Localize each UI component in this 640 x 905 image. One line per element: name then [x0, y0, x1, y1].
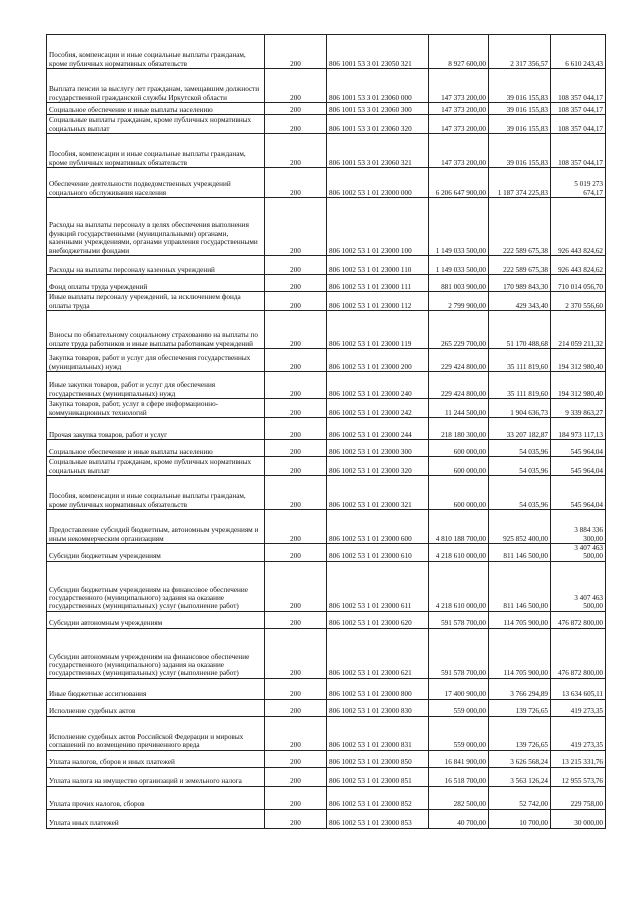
- table-row: [47, 678, 606, 699]
- row-unexecuted-amount: 13 634 605,11: [551, 678, 606, 699]
- row-approved-amount: 16 518 700,00: [429, 767, 489, 786]
- row-line-code: 200: [265, 168, 327, 198]
- row-budget-classification-code: 806 1002 53 1 01 23000 620: [327, 611, 429, 628]
- table-row: [47, 457, 606, 476]
- row-executed-amount: 54 035,96: [489, 457, 551, 476]
- table-row: [47, 372, 606, 399]
- row-name: Закупка товаров, работ, услуг в сфере информационно-коммуникационных технологий: [47, 399, 265, 418]
- row-executed-amount: 35 111 819,60: [489, 372, 551, 399]
- row-line-code: 200: [265, 198, 327, 256]
- row-budget-classification-code: 806 1001 53 3 01 23060 320: [327, 115, 429, 134]
- row-line-code: 200: [265, 134, 327, 168]
- row-line-code: 200: [265, 786, 327, 809]
- row-unexecuted-amount: 6 610 243,43: [551, 35, 606, 69]
- row-name: Социальные выплаты гражданам, кроме публичных нормативных социальных выплат: [47, 115, 265, 134]
- row-name: Пособия, компенсации и иные социальные выплаты гражданам, кроме публичных нормативных обязательств: [47, 476, 265, 510]
- row-approved-amount: 600 000,00: [429, 457, 489, 476]
- row-executed-amount: 35 111 819,60: [489, 349, 551, 372]
- table-row: [47, 750, 606, 767]
- row-unexecuted-amount: 3 407 463 500,00: [551, 544, 606, 562]
- row-budget-classification-code: 806 1002 53 1 01 23000 000: [327, 168, 429, 198]
- row-unexecuted-amount: 545 964,04: [551, 440, 606, 457]
- row-approved-amount: 600 000,00: [429, 476, 489, 510]
- row-budget-classification-code: 806 1002 53 1 01 23000 852: [327, 786, 429, 809]
- row-line-code: 200: [265, 544, 327, 562]
- row-approved-amount: 147 373 200,00: [429, 69, 489, 103]
- row-budget-classification-code: 806 1002 53 1 01 23000 242: [327, 399, 429, 418]
- row-budget-classification-code: 806 1002 53 1 01 23000 321: [327, 476, 429, 510]
- row-line-code: 200: [265, 628, 327, 678]
- row-executed-amount: 222 589 675,38: [489, 198, 551, 256]
- row-approved-amount: 17 400 900,00: [429, 678, 489, 699]
- row-executed-amount: 222 589 675,38: [489, 256, 551, 275]
- row-line-code: 200: [265, 440, 327, 457]
- table-row: [47, 476, 606, 510]
- row-executed-amount: 3 626 568,24: [489, 750, 551, 767]
- row-line-code: 200: [265, 35, 327, 69]
- table-row: [47, 134, 606, 168]
- table-row: [47, 115, 606, 134]
- row-executed-amount: 39 016 155,83: [489, 69, 551, 103]
- row-executed-amount: 52 742,00: [489, 786, 551, 809]
- row-name: Субсидии бюджетным учреждениям на финансовое обеспечение государственного (муниципального) задания на оказание государственных (муниципальных) услуг (выполнение работ): [47, 561, 265, 611]
- row-executed-amount: 1 187 374 225,83: [489, 168, 551, 198]
- row-unexecuted-amount: 926 443 824,62: [551, 198, 606, 256]
- row-budget-classification-code: 806 1002 53 1 01 23000 830: [327, 699, 429, 716]
- row-executed-amount: 39 016 155,83: [489, 134, 551, 168]
- row-line-code: 200: [265, 311, 327, 349]
- row-line-code: 200: [265, 767, 327, 786]
- row-line-code: 200: [265, 275, 327, 292]
- table-row: [47, 440, 606, 457]
- row-line-code: 200: [265, 115, 327, 134]
- row-line-code: 200: [265, 418, 327, 440]
- row-budget-classification-code: 806 1002 53 1 01 23000 621: [327, 628, 429, 678]
- row-executed-amount: 811 146 500,00: [489, 561, 551, 611]
- row-approved-amount: 559 000,00: [429, 716, 489, 750]
- table-row: [47, 399, 606, 418]
- row-executed-amount: 3 563 126,24: [489, 767, 551, 786]
- row-line-code: 200: [265, 292, 327, 311]
- row-name: Субсидии автономным учреждениям: [47, 611, 265, 628]
- row-unexecuted-amount: 12 955 573,76: [551, 767, 606, 786]
- row-approved-amount: 8 927 600,00: [429, 35, 489, 69]
- row-name: Уплата прочих налогов, сборов: [47, 786, 265, 809]
- table-row: [47, 69, 606, 103]
- row-budget-classification-code: 806 1002 53 1 01 23000 850: [327, 750, 429, 767]
- row-approved-amount: 40 700,00: [429, 809, 489, 828]
- row-line-code: 200: [265, 561, 327, 611]
- row-name: Уплата налога на имущество организаций и земельного налога: [47, 767, 265, 786]
- row-budget-classification-code: 806 1001 53 3 01 23060 000: [327, 69, 429, 103]
- table-row: [47, 256, 606, 275]
- row-line-code: 200: [265, 457, 327, 476]
- row-unexecuted-amount: 194 312 980,40: [551, 349, 606, 372]
- row-name: Закупка товаров, работ и услуг для обеспечения государственных (муниципальных) нужд: [47, 349, 265, 372]
- row-budget-classification-code: 806 1002 53 1 01 23000 320: [327, 457, 429, 476]
- table-row: [47, 292, 606, 311]
- row-budget-classification-code: 806 1002 53 1 01 23000 300: [327, 440, 429, 457]
- row-approved-amount: 147 373 200,00: [429, 134, 489, 168]
- row-name: Взносы по обязательному социальному страхованию на выплаты по оплате труда работников и иные выплаты работникам учреждений: [47, 311, 265, 349]
- row-budget-classification-code: 806 1001 53 3 01 23050 321: [327, 35, 429, 69]
- row-line-code: 200: [265, 349, 327, 372]
- row-executed-amount: 39 016 155,83: [489, 103, 551, 115]
- row-unexecuted-amount: 545 964,04: [551, 457, 606, 476]
- table-row: [47, 809, 606, 828]
- row-approved-amount: 147 373 200,00: [429, 115, 489, 134]
- row-name: Прочая закупка товаров, работ и услуг: [47, 418, 265, 440]
- row-approved-amount: 881 003 900,00: [429, 275, 489, 292]
- row-unexecuted-amount: 5 019 273 674,17: [551, 168, 606, 198]
- row-unexecuted-amount: 926 443 824,62: [551, 256, 606, 275]
- row-unexecuted-amount: 9 339 863,27: [551, 399, 606, 418]
- table-row: [47, 311, 606, 349]
- row-unexecuted-amount: 30 000,00: [551, 809, 606, 828]
- row-executed-amount: 114 705 900,00: [489, 611, 551, 628]
- row-unexecuted-amount: 108 357 044,17: [551, 134, 606, 168]
- row-approved-amount: 559 000,00: [429, 699, 489, 716]
- row-name: Уплата иных платежей: [47, 809, 265, 828]
- table-row: [47, 275, 606, 292]
- row-approved-amount: 16 841 900,00: [429, 750, 489, 767]
- row-name: Исполнение судебных актов: [47, 699, 265, 716]
- row-budget-classification-code: 806 1002 53 1 01 23000 831: [327, 716, 429, 750]
- row-approved-amount: 147 373 200,00: [429, 103, 489, 115]
- row-approved-amount: 4 810 188 700,00: [429, 510, 489, 544]
- row-line-code: 200: [265, 372, 327, 399]
- row-unexecuted-amount: 2 370 556,60: [551, 292, 606, 311]
- row-name: Субсидии бюджетным учреждениям: [47, 544, 265, 562]
- row-line-code: 200: [265, 716, 327, 750]
- row-budget-classification-code: 806 1001 53 3 01 23060 321: [327, 134, 429, 168]
- row-name: Исполнение судебных актов Российской Федерации и мировых соглашений по возмещению причиненного вреда: [47, 716, 265, 750]
- row-line-code: 200: [265, 750, 327, 767]
- table-row: [47, 699, 606, 716]
- row-approved-amount: 282 500,00: [429, 786, 489, 809]
- table-row: [47, 628, 606, 678]
- row-approved-amount: 600 000,00: [429, 440, 489, 457]
- row-budget-classification-code: 806 1002 53 1 01 23000 610: [327, 544, 429, 562]
- table-row: [47, 198, 606, 256]
- row-name: Обеспечение деятельности подведомственных учреждений социального обслуживания населения: [47, 168, 265, 198]
- row-line-code: 200: [265, 103, 327, 115]
- row-approved-amount: 6 206 647 900,00: [429, 168, 489, 198]
- row-name: Пособия, компенсации и иные социальные выплаты гражданам, кроме публичных нормативных обязательств: [47, 35, 265, 69]
- row-approved-amount: 591 578 700,00: [429, 628, 489, 678]
- row-executed-amount: 1 904 636,73: [489, 399, 551, 418]
- table-row: [47, 786, 606, 809]
- row-unexecuted-amount: 184 973 117,13: [551, 418, 606, 440]
- row-unexecuted-amount: 476 872 800,00: [551, 628, 606, 678]
- row-approved-amount: 265 229 700,00: [429, 311, 489, 349]
- row-budget-classification-code: 806 1002 53 1 01 23000 853: [327, 809, 429, 828]
- row-line-code: 200: [265, 399, 327, 418]
- row-budget-classification-code: 806 1002 53 1 01 23000 110: [327, 256, 429, 275]
- row-unexecuted-amount: 194 312 980,40: [551, 372, 606, 399]
- row-line-code: 200: [265, 256, 327, 275]
- table-row: [47, 611, 606, 628]
- row-budget-classification-code: 806 1001 53 3 01 23060 300: [327, 103, 429, 115]
- row-executed-amount: 10 700,00: [489, 809, 551, 828]
- row-executed-amount: 925 852 400,00: [489, 510, 551, 544]
- budget-execution-table: [46, 34, 606, 829]
- row-approved-amount: 218 180 300,00: [429, 418, 489, 440]
- row-unexecuted-amount: 545 964,04: [551, 476, 606, 510]
- row-executed-amount: 139 726,65: [489, 716, 551, 750]
- row-name: Уплата налогов, сборов и иных платежей: [47, 750, 265, 767]
- row-budget-classification-code: 806 1002 53 1 01 23000 851: [327, 767, 429, 786]
- row-name: Расходы на выплаты персоналу казенных учреждений: [47, 256, 265, 275]
- row-unexecuted-amount: 476 872 800,00: [551, 611, 606, 628]
- row-approved-amount: 4 218 610 000,00: [429, 544, 489, 562]
- row-budget-classification-code: 806 1002 53 1 01 23000 112: [327, 292, 429, 311]
- row-name: Иные закупки товаров, работ и услуг для обеспечения государственных (муниципальных) нужд: [47, 372, 265, 399]
- row-approved-amount: 1 149 033 500,00: [429, 198, 489, 256]
- row-executed-amount: 114 705 900,00: [489, 628, 551, 678]
- row-budget-classification-code: 806 1002 53 1 01 23000 611: [327, 561, 429, 611]
- row-name: Предоставление субсидий бюджетным, автономным учреждениям и иным некоммерческим организациям: [47, 510, 265, 544]
- row-name: Иные выплаты персоналу учреждений, за исключением фонда оплаты труда: [47, 292, 265, 311]
- row-executed-amount: 139 726,65: [489, 699, 551, 716]
- row-executed-amount: 39 016 155,83: [489, 115, 551, 134]
- table-row: [47, 767, 606, 786]
- row-approved-amount: 229 424 800,00: [429, 372, 489, 399]
- row-executed-amount: 2 317 356,57: [489, 35, 551, 69]
- row-name: Социальные выплаты гражданам, кроме публичных нормативных социальных выплат: [47, 457, 265, 476]
- row-approved-amount: 591 578 700,00: [429, 611, 489, 628]
- row-executed-amount: 429 343,40: [489, 292, 551, 311]
- table-row: [47, 544, 606, 562]
- row-unexecuted-amount: 108 357 044,17: [551, 69, 606, 103]
- row-name: Расходы на выплаты персоналу в целях обеспечения выполнения функций государственными (муниципальными) органами, казенными учреждениями, органами управления государственными внебюджетными фондами: [47, 198, 265, 256]
- row-approved-amount: 229 424 800,00: [429, 349, 489, 372]
- row-executed-amount: 170 989 843,30: [489, 275, 551, 292]
- row-budget-classification-code: 806 1002 53 1 01 23000 200: [327, 349, 429, 372]
- table-row: [47, 510, 606, 544]
- row-name: Социальное обеспечение и иные выплаты населению: [47, 440, 265, 457]
- row-budget-classification-code: 806 1002 53 1 01 23000 600: [327, 510, 429, 544]
- row-unexecuted-amount: 108 357 044,17: [551, 103, 606, 115]
- row-line-code: 200: [265, 476, 327, 510]
- table-row: [47, 349, 606, 372]
- row-name: Выплата пенсии за выслугу лет гражданам, замещавшим должности государственной гражданской службы Иркутской области: [47, 69, 265, 103]
- row-line-code: 200: [265, 611, 327, 628]
- table-row: [47, 168, 606, 198]
- table-row: [47, 418, 606, 440]
- row-executed-amount: 54 035,96: [489, 476, 551, 510]
- row-unexecuted-amount: 214 059 211,32: [551, 311, 606, 349]
- row-unexecuted-amount: 229 758,00: [551, 786, 606, 809]
- row-approved-amount: 2 799 900,00: [429, 292, 489, 311]
- row-budget-classification-code: 806 1002 53 1 01 23000 240: [327, 372, 429, 399]
- row-name: Субсидии автономным учреждениям на финансовое обеспечение государственного (муниципального) задания на оказание государственных (муниципальных) услуг (выполнение работ): [47, 628, 265, 678]
- row-unexecuted-amount: 3 407 463 500,00: [551, 561, 606, 611]
- row-line-code: 200: [265, 678, 327, 699]
- row-executed-amount: 51 170 488,68: [489, 311, 551, 349]
- table-row: [47, 716, 606, 750]
- row-budget-classification-code: 806 1002 53 1 01 23000 244: [327, 418, 429, 440]
- row-executed-amount: 811 146 500,00: [489, 544, 551, 562]
- row-approved-amount: 1 149 033 500,00: [429, 256, 489, 275]
- row-executed-amount: 33 207 182,87: [489, 418, 551, 440]
- row-line-code: 200: [265, 510, 327, 544]
- row-name: Иные бюджетные ассигнования: [47, 678, 265, 699]
- table-row: [47, 35, 606, 69]
- row-budget-classification-code: 806 1002 53 1 01 23000 100: [327, 198, 429, 256]
- row-line-code: 200: [265, 69, 327, 103]
- row-executed-amount: 3 766 294,89: [489, 678, 551, 699]
- row-unexecuted-amount: 3 884 336 300,00: [551, 510, 606, 544]
- row-unexecuted-amount: 108 357 044,17: [551, 115, 606, 134]
- table-row: [47, 561, 606, 611]
- row-approved-amount: 11 244 500,00: [429, 399, 489, 418]
- row-unexecuted-amount: 13 215 331,76: [551, 750, 606, 767]
- row-budget-classification-code: 806 1002 53 1 01 23000 800: [327, 678, 429, 699]
- table-body: [47, 35, 606, 829]
- row-budget-classification-code: 806 1002 53 1 01 23000 111: [327, 275, 429, 292]
- row-line-code: 200: [265, 699, 327, 716]
- row-unexecuted-amount: 419 273,35: [551, 716, 606, 750]
- row-executed-amount: 54 035,96: [489, 440, 551, 457]
- table-row: [47, 103, 606, 115]
- row-approved-amount: 4 218 610 000,00: [429, 561, 489, 611]
- row-name: Фонд оплаты труда учреждений: [47, 275, 265, 292]
- row-unexecuted-amount: 710 014 056,70: [551, 275, 606, 292]
- row-name: Социальное обеспечение и иные выплаты населению: [47, 103, 265, 115]
- row-line-code: 200: [265, 809, 327, 828]
- row-name: Пособия, компенсации и иные социальные выплаты гражданам, кроме публичных нормативных обязательств: [47, 134, 265, 168]
- row-budget-classification-code: 806 1002 53 1 01 23000 119: [327, 311, 429, 349]
- row-unexecuted-amount: 419 273,35: [551, 699, 606, 716]
